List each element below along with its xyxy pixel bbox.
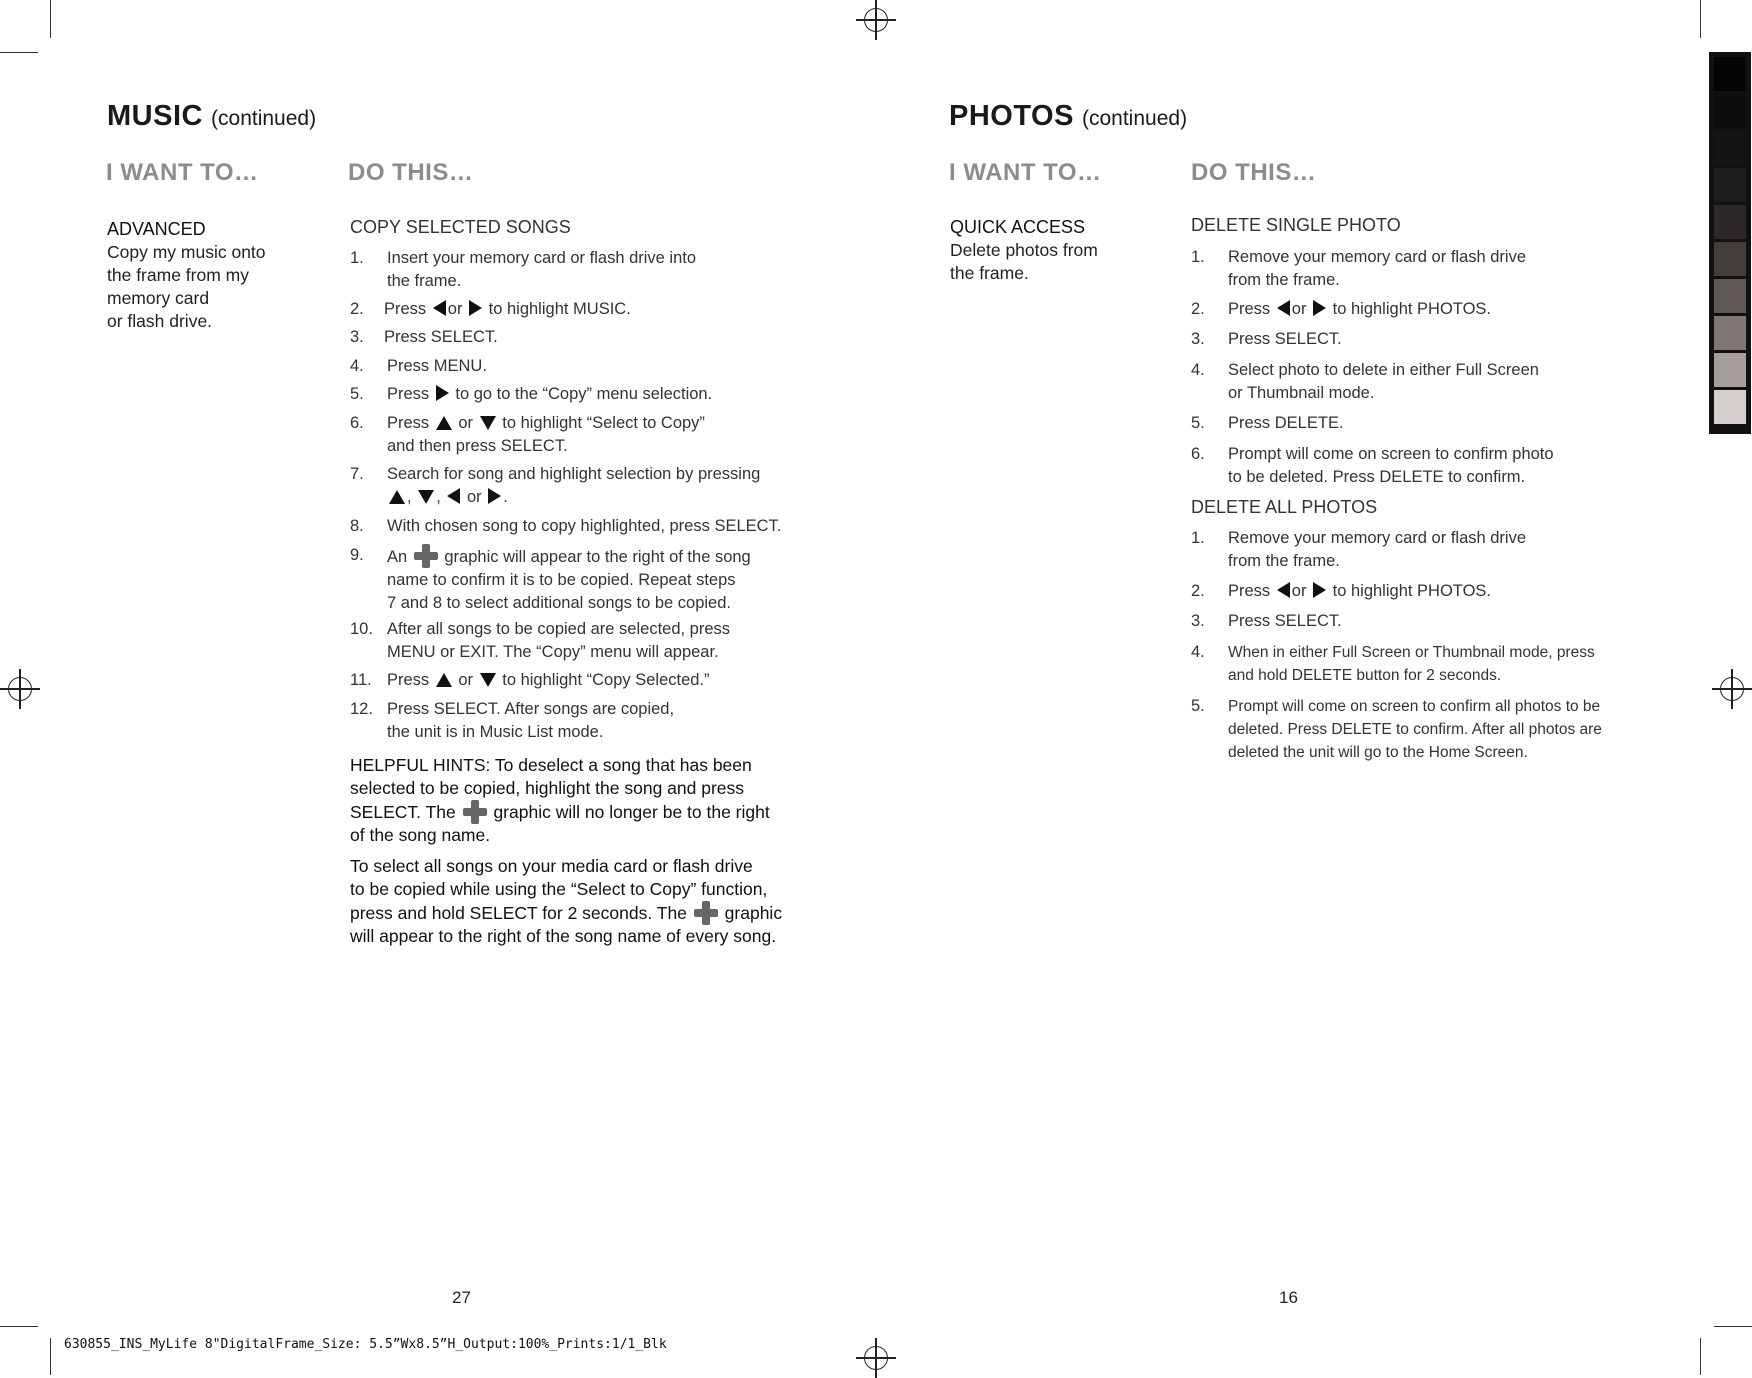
down-arrow-icon — [480, 673, 496, 687]
want-block — [950, 216, 1150, 285]
column-header-do: DO THIS… — [1191, 159, 1317, 186]
down-arrow-icon — [480, 416, 496, 430]
subhead-delete-all-photos: DELETE ALL PHOTOS — [1191, 497, 1378, 517]
select-all-note: To select all songs on your media card or flash drive to be copied while using the “Select to Copy” function, press and hold SELECT for 2 seconds. The graphic will appear to the right of the song name of every song. — [350, 856, 783, 946]
color-swatch — [1714, 94, 1746, 128]
subhead-delete-single-photo: DELETE SINGLE PHOTO — [1191, 215, 1401, 235]
right-arrow-icon — [1313, 300, 1326, 316]
crop-mark — [1700, 0, 1701, 38]
crop-mark — [1714, 1326, 1752, 1327]
right-arrow-icon — [436, 385, 449, 401]
crop-mark — [1700, 1338, 1701, 1375]
color-swatch — [1714, 205, 1746, 239]
want-block — [107, 218, 307, 333]
section-title-music: MUSIC (continued) — [107, 100, 317, 132]
plus-graphic-icon — [414, 544, 438, 568]
color-swatch — [1714, 390, 1746, 424]
column-header-want: I WANT TO… — [106, 159, 259, 186]
left-arrow-icon — [433, 300, 446, 316]
color-swatch — [1714, 279, 1746, 313]
registration-mark — [856, 0, 896, 40]
left-arrow-icon — [447, 488, 460, 504]
page-number: 27 — [452, 1288, 471, 1307]
want-title: ADVANCED — [107, 219, 206, 239]
helpful-hints: HELPFUL HINTS: To deselect a song that has been selected to be copied, highlight the song and press SELECT. The graphic will no longer be to the right of the song name. — [350, 755, 770, 845]
right-arrow-icon — [1313, 582, 1326, 598]
page-number: 16 — [1279, 1288, 1298, 1307]
color-swatch — [1714, 242, 1746, 276]
left-arrow-icon — [1277, 582, 1290, 598]
color-swatch — [1714, 353, 1746, 387]
left-arrow-icon — [1277, 300, 1290, 316]
crop-mark — [50, 0, 51, 38]
crop-mark — [50, 1338, 51, 1375]
section-title-photos: PHOTOS (continued) — [949, 100, 1188, 132]
crop-mark — [0, 1326, 38, 1327]
want-description: Copy my music onto the frame from my memory card or flash drive. — [107, 242, 266, 331]
right-arrow-icon — [469, 300, 482, 316]
right-arrow-icon — [488, 488, 501, 504]
plus-graphic-icon — [463, 800, 487, 824]
color-swatch — [1714, 316, 1746, 350]
down-arrow-icon — [418, 490, 434, 504]
up-arrow-icon — [389, 490, 405, 504]
crop-mark — [0, 52, 38, 53]
color-swatch — [1714, 168, 1746, 202]
want-title: QUICK ACCESS — [950, 217, 1086, 237]
up-arrow-icon — [436, 416, 452, 430]
plus-graphic-icon — [694, 901, 718, 925]
registration-mark — [856, 1338, 896, 1378]
column-header-want: I WANT TO… — [949, 159, 1102, 186]
color-swatch — [1714, 131, 1746, 165]
print-slug: 630855_INS_MyLife 8"DigitalFrame_Size: 5.5”Wx8.5”H_Output:100%_Prints:1/1_Blk — [64, 1337, 667, 1352]
column-header-do: DO THIS… — [348, 159, 474, 186]
want-description: Delete photos from the frame. — [950, 240, 1098, 283]
color-swatch — [1714, 57, 1746, 91]
registration-mark — [0, 669, 40, 709]
up-arrow-icon — [436, 673, 452, 687]
registration-mark — [1712, 669, 1752, 709]
subhead-copy-selected-songs: COPY SELECTED SONGS — [350, 217, 571, 237]
